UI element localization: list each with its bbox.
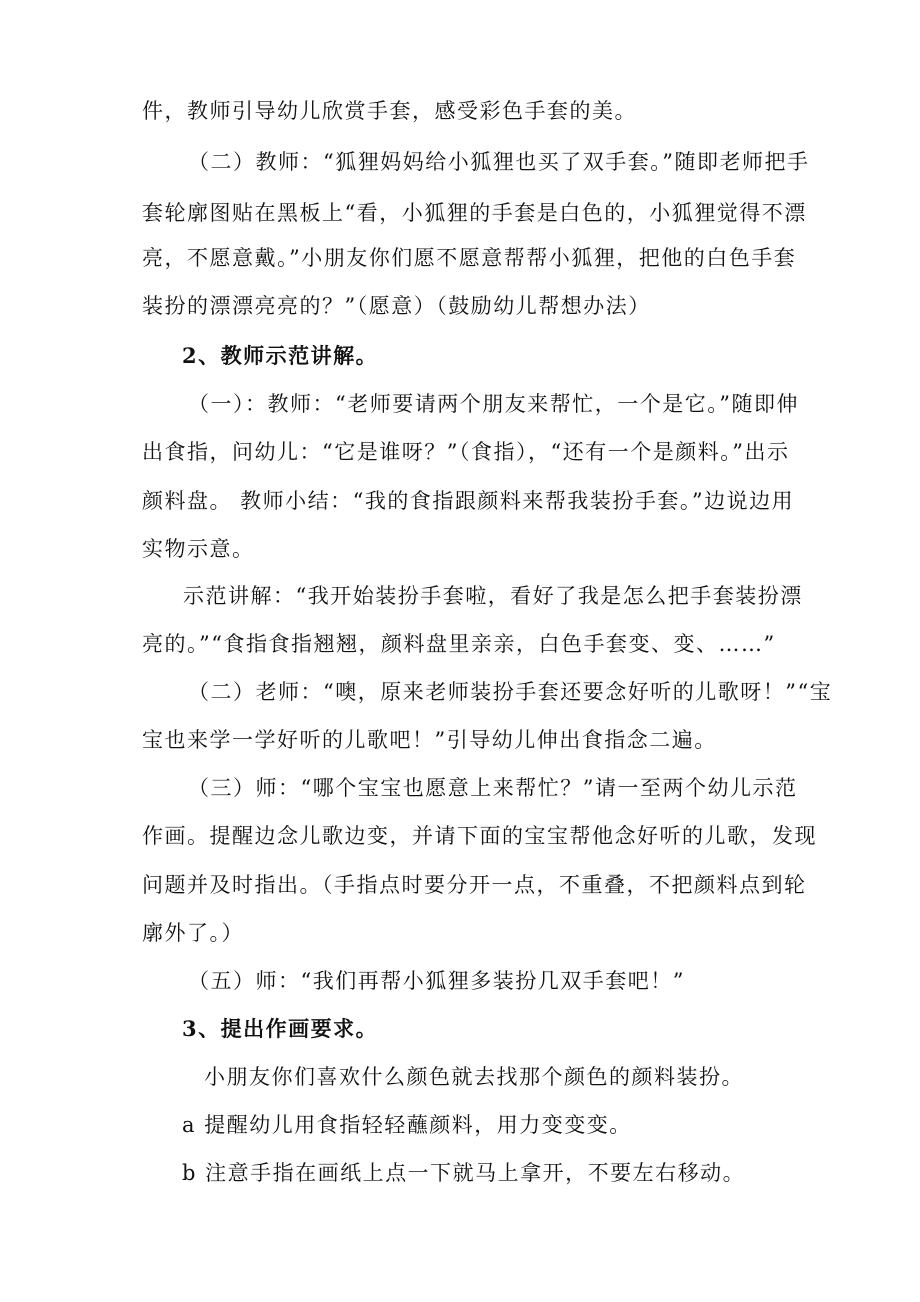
text-line: 小朋友你们喜欢什么颜色就去找那个颜色的颜料装扮。 [204, 1065, 744, 1089]
text-line: 出食指，问幼儿：“它是谁呀？”（食指），“还有一个是颜料。”出示 [142, 440, 790, 464]
text-line: 颜料盘。 教师小结：“我的食指跟颜料来帮我装扮手套。”边说边用 [142, 489, 795, 513]
text-line: 件，教师引导幼儿欣赏手套，感受彩色手套的美。 [142, 99, 637, 123]
text-line: 宝也来学一学好听的儿歌吧！”引导幼儿伸出食指念二遍。 [142, 728, 717, 752]
text-line: b 注意手指在画纸上点一下就马上拿开，不要左右移动。 [182, 1161, 746, 1185]
text-line: （二）老师：“噢，原来老师装扮手套还要念好听的儿歌呀！”“宝 [188, 680, 833, 704]
text-line: 廓外了。） [142, 921, 244, 945]
text-line: 亮，不愿意戴。”小朋友你们愿不愿意帮帮小狐狸，把他的白色手套 [142, 246, 797, 270]
text-line: 问题并及时指出。（手指点时要分开一点，不重叠，不把颜料点到轮 [142, 873, 807, 897]
section-heading: 3、提出作画要求。 [182, 1016, 379, 1041]
text-line: 亮的。”“食指食指翘翘，颜料盘里亲亲，白色手套变、变、……” [142, 632, 776, 656]
text-line: （一）：教师：“老师要请两个朋友来帮忙，一个是它。”随即伸 [188, 392, 799, 416]
text-line: 示范讲解：“我开始装扮手套啦，看好了我是怎么把手套装扮漂 [183, 584, 803, 608]
text-line: （五）师：“我们再帮小狐狸多装扮几双手套吧！” [188, 969, 685, 993]
text-line: 套轮廓图贴在黑板上“看，小狐狸的手套是白色的，小狐狸觉得不漂 [142, 201, 807, 225]
text-line: 作画。提醒边念儿歌边变，并请下面的宝宝帮他念好听的儿歌，发现 [142, 824, 817, 848]
text-line: （三）师：“哪个宝宝也愿意上来帮忙？”请一至两个幼儿示范 [188, 776, 798, 800]
section-heading: 2、教师示范讲解。 [182, 343, 379, 368]
text-line: 实物示意。 [142, 537, 255, 561]
text-line: 装扮的漂漂亮亮的？”（愿意）（鼓励幼儿帮想办法） [142, 294, 651, 318]
text-line: a 提醒幼儿用食指轻轻蘸颜料，用力变变变。 [182, 1113, 632, 1137]
text-line: （二）教师：“狐狸妈妈给小狐狸也买了双手套。”随即老师把手 [188, 150, 810, 174]
